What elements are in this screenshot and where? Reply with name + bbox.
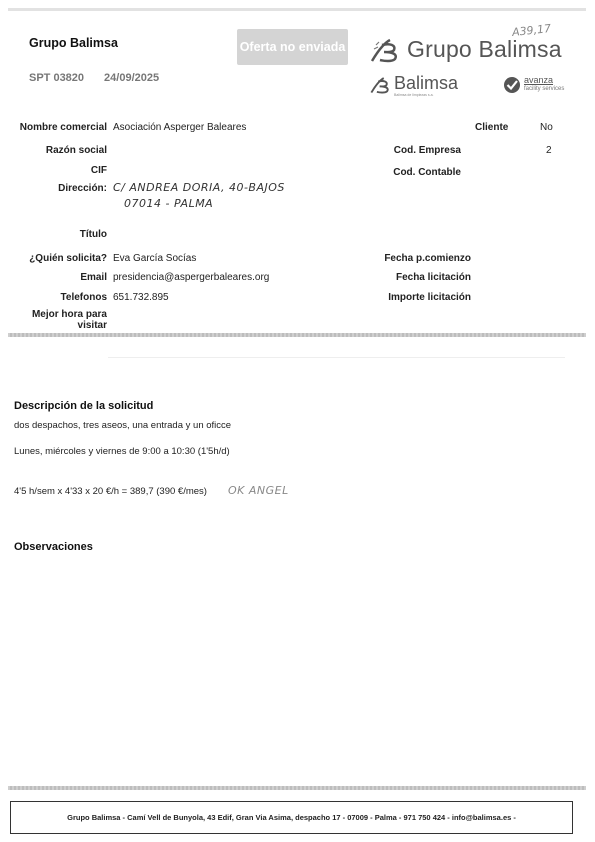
label-cod-contable: Cod. Contable xyxy=(393,167,461,178)
value-cliente: No xyxy=(540,122,553,133)
label-cif: CIF xyxy=(90,165,107,176)
handwritten-approval: OK ANGEL xyxy=(228,484,289,497)
label-cod-empresa: Cod. Empresa xyxy=(393,145,461,156)
balimsa-small-mark-icon xyxy=(370,76,392,94)
value-direccion-line2: 07014 - PALMA xyxy=(124,197,214,210)
label-telefonos: Telefonos xyxy=(60,292,107,303)
reference-date: 24/09/2025 xyxy=(104,72,160,84)
label-email: Email xyxy=(80,272,107,283)
label-mejor-hora: Mejor hora para visitar xyxy=(31,309,107,331)
balimsa-logo xyxy=(370,74,458,97)
logo-main-text: Grupo Balimsa xyxy=(407,36,562,62)
label-titulo: Título xyxy=(79,229,107,240)
description-line-1: dos despachos, tres aseos, una entrada y un oficce xyxy=(14,420,232,431)
faint-rule xyxy=(108,357,565,358)
description-title: Descripción de la solicitud xyxy=(14,400,154,412)
label-direccion: Dirección: xyxy=(58,183,107,194)
avanza-check-icon xyxy=(503,76,521,94)
avanza-logo xyxy=(503,76,564,94)
section-divider xyxy=(8,333,586,337)
grupo-balimsa-logo xyxy=(370,36,562,63)
footer-text: Grupo Balimsa - Camí Vell de Bunyola, 43 Edif, Gran Via Asima, despacho 17 - 07009 - Palma - 971 750 424 - info@balimsa.es - xyxy=(67,813,516,822)
handwritten-code: A39,17 xyxy=(511,21,552,40)
description-line-2: Lunes, miércoles y viernes de 9:00 a 10:30 (1'5h/d) xyxy=(14,446,230,457)
value-direccion-line1: C/ ANDREA DORIA, 40-BAJOS xyxy=(113,181,285,194)
value-telefonos: 651.732.895 xyxy=(113,292,169,303)
value-cod-empresa: 2 xyxy=(546,145,552,156)
reference-number: SPT 03820 xyxy=(29,72,85,84)
label-fecha-comienzo: Fecha p.comienzo xyxy=(384,253,471,264)
label-fecha-licitacion: Fecha licitación xyxy=(395,272,471,283)
observations-title: Observaciones xyxy=(14,541,93,553)
label-nombre-comercial: Nombre comercial xyxy=(19,122,107,133)
value-quien-solicita: Eva García Socías xyxy=(113,253,197,264)
value-nombre-comercial: Asociación Asperger Baleares xyxy=(113,122,247,133)
company-name: Grupo Balimsa xyxy=(29,36,118,50)
label-quien-solicita: ¿Quién solicita? xyxy=(29,253,107,264)
logo-sub-text: Balimsa xyxy=(394,73,459,93)
status-stamp: Oferta no enviada xyxy=(237,29,348,65)
scan-edge xyxy=(8,8,586,11)
balimsa-mark-icon xyxy=(370,37,402,63)
reference-line xyxy=(29,72,159,84)
footer-divider xyxy=(8,786,586,790)
description-line-3: 4'5 h/sem x 4'33 x 20 €/h = 389,7 (390 €/mes) xyxy=(14,486,207,497)
logo-sub-tagline: Balimsa de limpiezas s.a. xyxy=(394,93,434,97)
label-razon-social: Razón social xyxy=(45,145,107,156)
value-email: presidencia@aspergerbaleares.org xyxy=(113,272,270,283)
avanza-text: avanza xyxy=(524,75,554,85)
footer-box xyxy=(10,801,573,834)
label-importe-licitacion: Importe licitación xyxy=(388,292,471,303)
label-cliente: Cliente xyxy=(475,122,509,133)
avanza-tagline: facility services xyxy=(524,86,565,92)
